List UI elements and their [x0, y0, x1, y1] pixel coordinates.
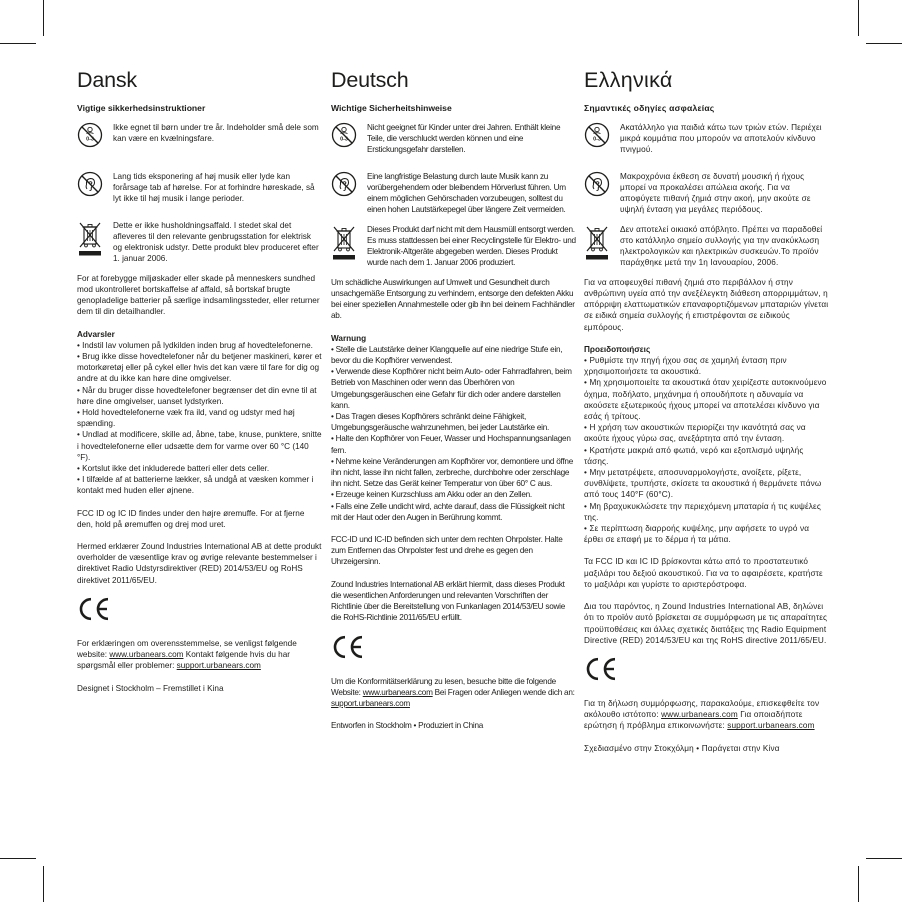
- warning-hearing-text: Μακροχρόνια έκθεση σε δυνατή μουσική ή ήχους μπορεί να προκαλέσει απώλεια ακοής. Για να αποφύγετε πιθανή ζημιά στην ακοή, μην ακούτε σε υψηλή ένταση για μεγάλες περιόδους.: [620, 171, 811, 214]
- warning-item: • Nehme keine Veränderungen am Kopfhörer vor, demontiere und öffne ihn nicht, lasse ihn nicht fallen, zerbreche, durchbohre oder zerschlage ihn nicht. Setze das Gerät keiner Temperatur von über 60° C aus.: [331, 456, 574, 489]
- conformity-text: Um die Konformitätserklärung zu lesen, besuche bitte die folgende Website:: [331, 676, 556, 697]
- fcc-paragraph: Τα FCC ID και IC ID βρίσκονται κάτω από το προστατευτικό μαξιλάρι του δεξιού ακουστικού. Για να το αφαιρέσετε, κρατήστε το μαξιλάρι και γυρίστε το αριστερόστροφα.: [584, 557, 823, 589]
- footer-text: Σχεδιασμένο στην Στοκχόλμη • Παράγεται στην Κίνα: [584, 743, 780, 753]
- conformity-text: Bei Fragen oder Anliegen wende dich an:: [432, 687, 575, 697]
- warnings-list: [77, 329, 322, 497]
- crop-mark: [858, 0, 859, 36]
- warning-item: • Μη βραχυκυκλώσετε την περιεχόμενη μπαταρία ή τις κυψέλες της.: [584, 501, 821, 522]
- warning-item: • Μη χρησιμοποιείτε τα ακουστικά όταν χειρίζεστε αυτοκινούμενο όχημα, ποδήλατο, μηχάνημα ή οπουδήποτε η αδυναμία να ακούσετε εξωτερικούς ήχους μπορεί να αποτελέσει κίνδυνο για εσάς ή τρίτους.: [584, 378, 827, 422]
- warnings-list: [584, 344, 829, 546]
- warning-item: • Ρυθμίστε την πηγή ήχου σας σε χαμηλή ένταση πριν χρησιμοποιήσετε τα ακουστικά.: [584, 356, 787, 377]
- warning-item: • Falls eine Zelle undicht wird, achte darauf, dass die Flüssigkeit nicht mit der Haut oder den Augen in Berührung kommt.: [331, 501, 565, 522]
- warning-hearing-text: Eine langfristige Belastung durch laute Musik kann zu vorübergehendem oder bleibendem Hörverlust führen. Um einem möglichen Gehörschaden vorzubeugen, solltest du einen hohen Lautstärkepegel über längere Zeit vermeiden.: [367, 171, 566, 214]
- column-ellinika: [584, 70, 829, 765]
- hearing-warning-icon: [584, 171, 610, 197]
- warning-hearing: [584, 171, 829, 215]
- warning-item: • Das Tragen dieses Kopfhörers schränkt deine Fähigkeit, Umgebungsgeräusche wahrzunehmen, bei jeder Lautstärke ein.: [331, 412, 550, 433]
- warning-item: • Σε περίπτωση διαρροής κυψέλης, μην αφήσετε το υγρό να έρθει σε επαφή με το δέρμα ή τα μάτια.: [584, 524, 810, 545]
- warning-item: • I tilfælde af at batterierne lækker, så undgå at væsken kommer i kontakt med huden eller øjnene.: [77, 475, 314, 496]
- warning-age: [331, 122, 576, 162]
- declaration-paragraph: Hermed erklærer Zound Industries International AB at dette produkt overholder de væsentlige krav og øvrige relevante bestemmelser i direktivet Radio Udstyrsdirektiver (RED) 2014/53/EU og RoHS direktivet 2011/65/EU.: [77, 542, 322, 585]
- warning-hearing: [331, 171, 576, 215]
- age-0-3-warning-icon: [584, 122, 610, 148]
- crop-mark: [866, 43, 902, 44]
- warning-item: • Undlad at modificere, skille ad, åbne, tabe, knuse, punktere, snitte i hovedtelefonerne eller udsætte dem for varme over 60 °C (140 °F).: [77, 430, 322, 462]
- conformity-text: For erklæringen om overensstemmelse, se venligst følgende website:: [77, 638, 297, 660]
- environment-paragraph: Um schädliche Auswirkungen auf Umwelt und Gesundheit durch unsachgemäße Entsorgung zu verhindern, entsorge den defekten Akku bei einer speziellen Annahmestelle oder gib ihn bei deinem Fachhändler ab.: [331, 277, 575, 321]
- warning-weee: [77, 220, 322, 264]
- conformity-text: Kontakt følgende hvis du har spørgsmål eller problemer:: [77, 650, 290, 671]
- column-dansk: [77, 70, 322, 705]
- hearing-warning-icon: [77, 171, 103, 197]
- language-title: Dansk: [77, 68, 137, 92]
- warning-item: • Κρατήστε μακριά από φωτιά, νερό και εξοπλισμό υψηλής τάσης.: [584, 445, 804, 466]
- support-link[interactable]: support.urbanears.com: [176, 661, 261, 671]
- ce-mark: [77, 597, 322, 626]
- footer-text: Entworfen in Stockholm • Produziert in China: [331, 721, 484, 731]
- fcc-paragraph: FCC-ID und IC-ID befinden sich unter dem rechten Ohrpolster. Halte zum Entfernen das Ohrpolster fest und drehe es gegen den Uhrzeigersinn.: [331, 535, 563, 567]
- age-0-3-warning-icon: [77, 122, 103, 148]
- warning-weee-text: Δεν αποτελεί οικιακό απόβλητο. Πρέπει να παραδοθεί στο κατάλληλο σημείο συλλογής για την ανακύκλωση ηλεκτρολογικών και ηλεκτρικών συσκευών.Το προϊόν παράχθηκε μετά την 1η Ιανουαρίου, 2006.: [620, 224, 823, 267]
- conformity-paragraph: [584, 698, 829, 732]
- warning-item: • Kortslut ikke det inkluderede batteri eller dets celler.: [77, 464, 270, 474]
- language-title: Deutsch: [331, 68, 409, 92]
- warnings-heading: Προειδοποιήσεις: [584, 344, 651, 354]
- declaration-paragraph: Zound Industries International AB erklärt hiermit, dass dieses Produkt die wesentlichen Anforderungen und relevanten Vorschriften der Richtlinie über die Bereitstellung von Funkanlagen 2014/53/EU sowie die RoHS-Richtlinie 2011/65/EU erfüllt.: [331, 579, 566, 623]
- crossed-out-bin-icon: [331, 224, 357, 262]
- warning-hearing: [77, 171, 322, 211]
- ce-mark: [331, 635, 576, 664]
- environment-paragraph: For at forebygge miljøskader eller skade på menneskers sundhed mod ukontrolleret bortskaffelse af affald, så bortskaf brugte genopladelige batterier på særlige indsamlingssteder, eller returner dem til din detailhandler.: [77, 273, 320, 317]
- column-deutsch: [331, 70, 576, 742]
- warning-hearing-text: Lang tids eksponering af høj musik eller lyde kan forårsage tab af hørelse. For at forhindre høreskade, så lyt ikke til høj musik i lange perioder.: [113, 171, 315, 203]
- crossed-out-bin-icon: [77, 220, 103, 258]
- environment-paragraph: Για να αποφευχθεί πιθανή ζημιά στο περιβάλλον ή στην ανθρώπινη υγεία από την ανεξέλεγκτη διάθεση απορριμμάτων, η απόρριψη ελαττωματικών επαναφορτιζόμενων μπαταριών γίνεται σε ειδικά σημεία συλλογής ή επιστρέφονται σε ειδικούς εμπόρους.: [584, 277, 829, 332]
- warning-item: • Verwende diese Kopfhörer nicht beim Auto- oder Fahrradfahren, beim Betrieb von Maschinen oder wenn das Überhören von Umgebungsgeräuschen eine Gefahr für dich oder andere darstellen kann.: [331, 367, 572, 410]
- warning-item: • Hold hovedtelefonerne væk fra ild, vand og udstyr med høj spænding.: [77, 408, 295, 429]
- crop-mark: [43, 866, 44, 902]
- warning-item: • Stelle die Lautstärke deiner Klangquelle auf eine niedrige Stufe ein, bevor du die Kopfhörer verwendest.: [331, 344, 563, 366]
- warning-item: • Brug ikke disse hovedtelefoner når du betjener maskineri, kører et motorkøretøj eller på cykel eller hvis det kan være til fare for dig og andre at du ikke kan høre dine omgivelser.: [77, 352, 322, 384]
- warnings-heading: Warnung: [331, 333, 367, 343]
- support-link[interactable]: support.urbanears.com: [727, 721, 815, 731]
- conformity-text: Για οποιαδήποτε ερώτηση ή πρόβλημα επικοινωνήστε:: [584, 710, 803, 731]
- crop-mark: [43, 0, 44, 36]
- safety-heading: Σημαντικές οδηγίες ασφαλείας: [584, 102, 715, 113]
- warning-age-text: Ikke egnet til børn under tre år. Indeholder små dele som kan være en kvælningsfare.: [113, 122, 319, 143]
- warning-item: • Erzeuge keinen Kurzschluss am Akku oder an den Zellen.: [331, 490, 532, 500]
- warning-weee: [584, 224, 829, 268]
- language-title: Ελληνικά: [584, 68, 673, 92]
- warning-item: • Halte den Kopfhörer von Feuer, Wasser und Hochspannungsanlagen fern.: [331, 434, 571, 455]
- website-link[interactable]: www.urbanears.com: [661, 710, 738, 720]
- warning-weee-text: Dette er ikke husholdningsaffald. I stedet skal det afleveres til den relevante genbrugsstation for elektrisk og elektronisk udstyr. Dette produkt blev produceret efter 1. januar 2006.: [113, 220, 319, 263]
- crop-mark: [866, 858, 902, 859]
- conformity-paragraph: [331, 676, 576, 710]
- warning-age: [77, 122, 322, 162]
- ce-mark: [584, 657, 829, 686]
- crop-mark: [0, 43, 36, 44]
- svg-text:0-3: 0-3: [340, 136, 348, 143]
- svg-text:0-3: 0-3: [593, 136, 601, 143]
- safety-heading: Wichtige Sicherheitshinweise: [331, 102, 452, 113]
- hearing-warning-icon: [331, 171, 357, 197]
- warning-weee: [331, 224, 576, 268]
- crop-mark: [858, 866, 859, 902]
- crossed-out-bin-icon: [584, 224, 610, 262]
- warning-item: • Indstil lav volumen på lydkilden inden brug af hovedtelefonerne.: [77, 340, 313, 350]
- ce-mark-icon: [584, 657, 618, 681]
- website-link[interactable]: www.urbanears.com: [362, 687, 433, 697]
- warnings-list: [331, 333, 576, 523]
- ce-mark-icon: [331, 635, 365, 659]
- warning-item: • Når du bruger disse hovedtelefoner begrænser det din evne til at høre dine omgivelser, uanset lydstyrken.: [77, 385, 317, 406]
- age-0-3-warning-icon: [331, 122, 357, 148]
- footer-text: Designet i Stockholm – Fremstillet i Kina: [77, 683, 224, 693]
- fcc-paragraph: FCC ID og IC ID findes under den højre øremuffe. For at fjerne den, hold på øremuffen og drej mod uret.: [77, 508, 305, 529]
- warning-age: [584, 122, 829, 162]
- support-link[interactable]: support.urbanears.com: [331, 698, 410, 708]
- conformity-paragraph: [77, 638, 322, 672]
- safety-heading: Vigtige sikkerhedsinstruktioner: [77, 102, 206, 113]
- warning-item: • Η χρήση των ακουστικών περιορίζει την ικανότητά σας να ακούτε ήχους γύρω σας, ανεξάρτητα από την ένταση.: [584, 423, 806, 444]
- warning-item: • Μην μετατρέψετε, αποσυναρμολογήστε, ανοίξετε, ρίξετε, συνθλίψετε, τρυπήστε, σκίσετε τα ακουστικά ή θερμάνετε πάνω από τους 140°F (60°C).: [584, 468, 822, 500]
- warnings-heading: Advarsler: [77, 329, 115, 339]
- crop-mark: [0, 858, 36, 859]
- warning-age-text: Ακατάλληλο για παιδιά κάτω των τριών ετών. Περιέχει μικρά κομμάτια που μπορούν να αποτελούν κίνδυνο πνιγμού.: [620, 122, 822, 154]
- declaration-paragraph: Δια του παρόντος, η Zound Industries International AB, δηλώνει ότι το προϊόν αυτό βρίσκεται σε συμμόρφωση με τις απαραίτητες προϋποθέσεις και άλλες σχετικές διατάξεις της Radio Equipment Directive (RED) 2014/53/EU και της RoHS directive 2011/65/EU.: [584, 602, 828, 645]
- warning-age-text: Nicht geeignet für Kinder unter drei Jahren. Enthält kleine Teile, die verschluckt werden können und eine Erstickungsgefahr darstellen.: [367, 122, 561, 154]
- website-link[interactable]: www.urbanears.com: [109, 650, 184, 660]
- conformity-text: Για τη δήλωση συμμόρφωσης, παρακαλούμε, επισκεφθείτε τον ακόλουθο ιστότοπο:: [584, 698, 820, 720]
- svg-text:0-3: 0-3: [86, 136, 94, 143]
- ce-mark-icon: [77, 597, 111, 621]
- warning-weee-text: Dieses Produkt darf nicht mit dem Hausmüll entsorgt werden. Es muss stattdessen bei einer Recyclingstelle für Elektro- und Elektronik-Altgeräte abgegeben werden. Dieses Produkt wurde nach dem 1. Januar 2006 produziert.: [367, 224, 576, 267]
